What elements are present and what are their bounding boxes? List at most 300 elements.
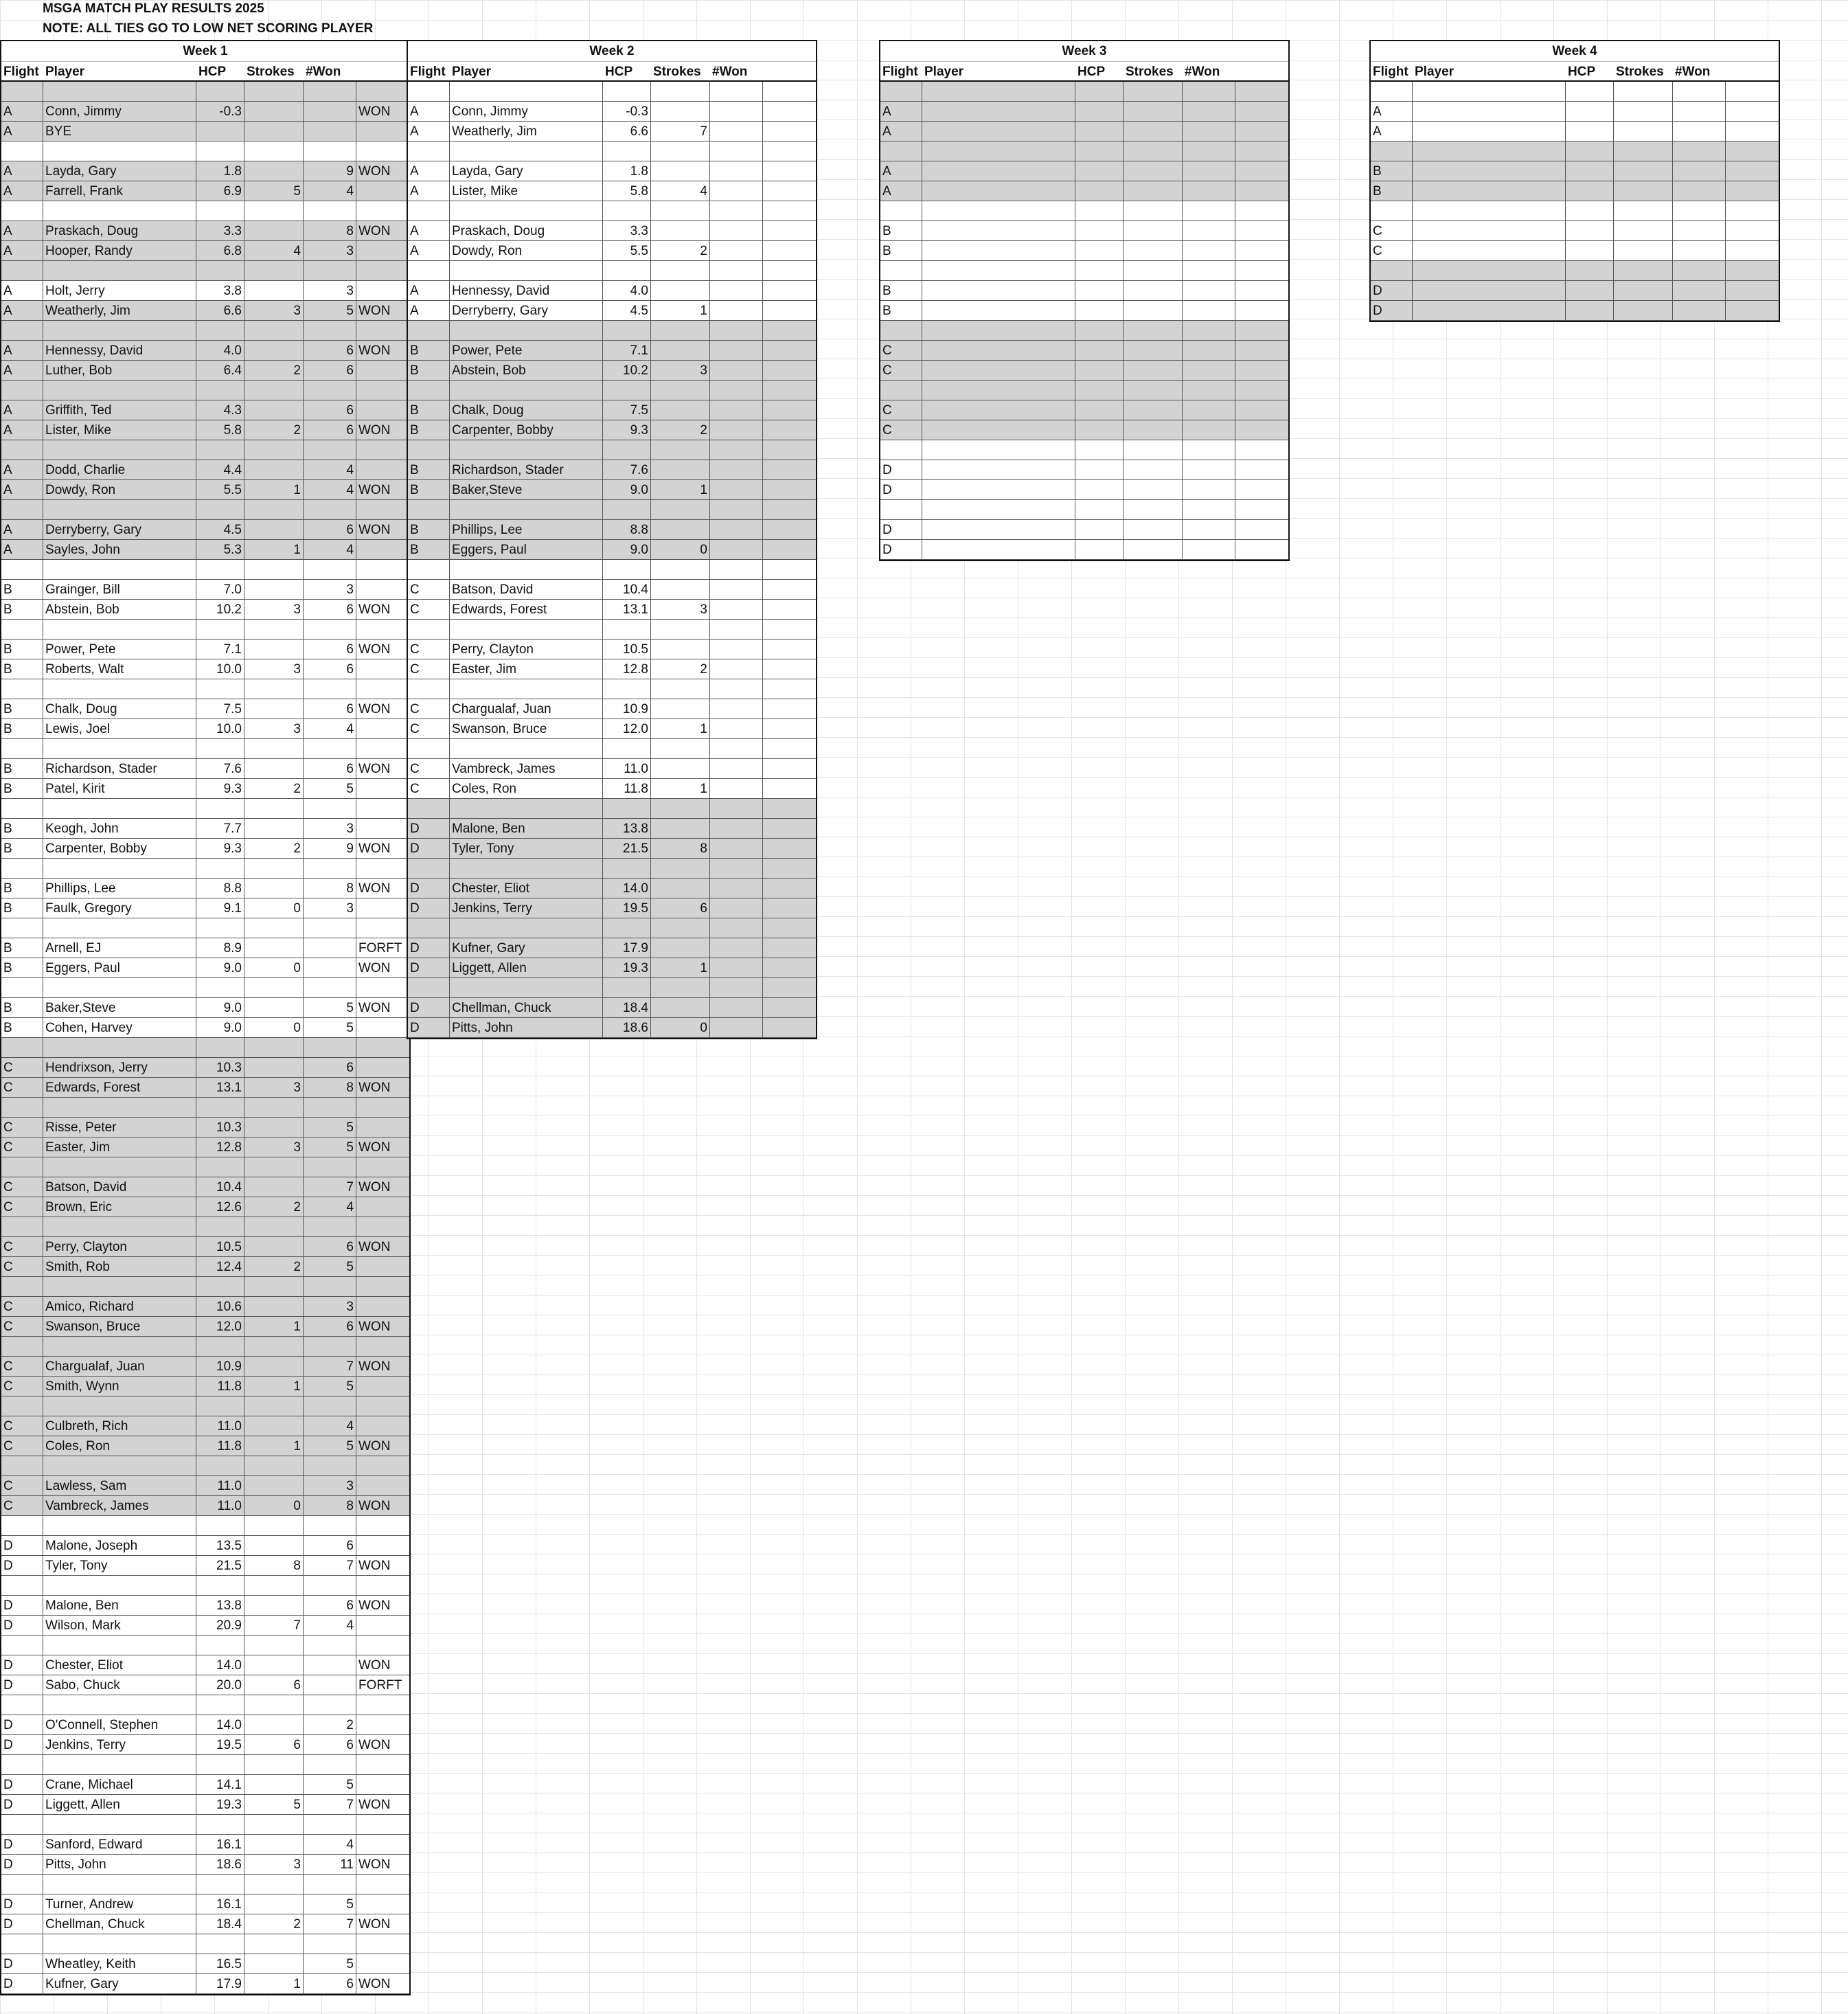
won-count-cell[interactable]: 5 bbox=[304, 1118, 356, 1138]
player-cell[interactable]: Weatherly, Jim bbox=[43, 301, 196, 321]
result-cell[interactable] bbox=[763, 759, 816, 779]
result-cell[interactable]: WON bbox=[356, 1357, 409, 1377]
result-cell[interactable] bbox=[356, 1815, 409, 1835]
hcp-cell[interactable] bbox=[603, 739, 651, 759]
strokes-cell[interactable] bbox=[651, 500, 710, 520]
flight-cell[interactable]: C bbox=[880, 341, 922, 361]
player-cell[interactable]: Amico, Richard bbox=[43, 1297, 196, 1317]
strokes-cell[interactable]: 4 bbox=[244, 241, 304, 261]
flight-cell[interactable] bbox=[1, 918, 43, 938]
flight-cell[interactable]: D bbox=[880, 480, 922, 500]
flight-cell[interactable]: C bbox=[408, 580, 450, 600]
result-cell[interactable] bbox=[763, 898, 816, 918]
hcp-cell[interactable]: 21.5 bbox=[196, 1556, 244, 1576]
won-count-cell[interactable]: 6 bbox=[304, 1974, 356, 1994]
flight-cell[interactable] bbox=[408, 500, 450, 520]
player-cell[interactable] bbox=[43, 440, 196, 460]
result-cell[interactable] bbox=[356, 321, 409, 341]
result-cell[interactable] bbox=[356, 241, 409, 261]
strokes-cell[interactable]: 3 bbox=[651, 361, 710, 381]
result-cell[interactable] bbox=[1235, 241, 1288, 261]
player-cell[interactable] bbox=[922, 102, 1075, 122]
hcp-cell[interactable]: 10.9 bbox=[196, 1357, 244, 1377]
flight-cell[interactable] bbox=[880, 201, 922, 221]
flight-cell[interactable] bbox=[1371, 142, 1413, 161]
flight-cell[interactable] bbox=[1, 978, 43, 998]
hcp-cell[interactable]: 7.6 bbox=[196, 759, 244, 779]
hcp-cell[interactable] bbox=[196, 500, 244, 520]
flight-cell[interactable]: A bbox=[1, 361, 43, 381]
hcp-cell[interactable]: 9.0 bbox=[196, 998, 244, 1018]
result-cell[interactable] bbox=[1235, 480, 1288, 500]
result-cell[interactable] bbox=[1235, 161, 1288, 181]
result-cell[interactable] bbox=[356, 1894, 409, 1914]
won-count-cell[interactable] bbox=[710, 181, 763, 201]
hcp-cell[interactable] bbox=[1075, 440, 1123, 460]
player-cell[interactable]: Patel, Kirit bbox=[43, 779, 196, 799]
won-count-cell[interactable] bbox=[1183, 281, 1235, 301]
strokes-cell[interactable] bbox=[651, 400, 710, 420]
flight-cell[interactable] bbox=[1371, 261, 1413, 281]
strokes-cell[interactable]: 2 bbox=[244, 361, 304, 381]
hcp-cell[interactable] bbox=[1566, 241, 1614, 261]
flight-cell[interactable]: B bbox=[1, 879, 43, 898]
strokes-cell[interactable] bbox=[244, 281, 304, 301]
result-cell[interactable]: WON bbox=[356, 1655, 409, 1675]
strokes-cell[interactable] bbox=[244, 1636, 304, 1655]
strokes-cell[interactable] bbox=[244, 1775, 304, 1795]
strokes-cell[interactable]: 0 bbox=[651, 1018, 710, 1038]
flight-cell[interactable] bbox=[1, 1516, 43, 1536]
player-cell[interactable]: Lewis, Joel bbox=[43, 719, 196, 739]
strokes-cell[interactable] bbox=[244, 620, 304, 640]
player-cell[interactable] bbox=[450, 440, 603, 460]
player-cell[interactable] bbox=[922, 221, 1075, 241]
strokes-cell[interactable] bbox=[1123, 341, 1183, 361]
strokes-cell[interactable]: 5 bbox=[244, 1795, 304, 1815]
hcp-cell[interactable] bbox=[196, 739, 244, 759]
strokes-cell[interactable]: 1 bbox=[244, 1317, 304, 1337]
player-cell[interactable] bbox=[450, 679, 603, 699]
player-cell[interactable]: Conn, Jimmy bbox=[450, 102, 603, 122]
result-cell[interactable] bbox=[1726, 122, 1779, 142]
won-count-cell[interactable] bbox=[304, 1217, 356, 1237]
hcp-cell[interactable]: 5.8 bbox=[196, 420, 244, 440]
flight-cell[interactable] bbox=[1, 82, 43, 102]
player-cell[interactable]: Chester, Eliot bbox=[450, 879, 603, 898]
won-count-cell[interactable] bbox=[1183, 480, 1235, 500]
result-cell[interactable] bbox=[763, 241, 816, 261]
strokes-cell[interactable] bbox=[244, 1098, 304, 1118]
player-cell[interactable]: Phillips, Lee bbox=[43, 879, 196, 898]
strokes-cell[interactable] bbox=[651, 261, 710, 281]
hcp-cell[interactable] bbox=[603, 918, 651, 938]
won-count-cell[interactable]: 4 bbox=[304, 1416, 356, 1436]
result-cell[interactable]: WON bbox=[356, 1795, 409, 1815]
strokes-cell[interactable] bbox=[244, 1695, 304, 1715]
won-count-cell[interactable] bbox=[710, 998, 763, 1018]
player-cell[interactable]: Brown, Eric bbox=[43, 1197, 196, 1217]
flight-cell[interactable] bbox=[880, 142, 922, 161]
result-cell[interactable]: WON bbox=[356, 600, 409, 620]
flight-cell[interactable] bbox=[880, 440, 922, 460]
flight-cell[interactable]: B bbox=[1, 839, 43, 859]
hcp-cell[interactable]: 10.0 bbox=[196, 719, 244, 739]
won-count-cell[interactable] bbox=[304, 1277, 356, 1297]
result-cell[interactable] bbox=[763, 82, 816, 102]
hcp-cell[interactable]: 6.4 bbox=[196, 361, 244, 381]
won-count-cell[interactable] bbox=[710, 679, 763, 699]
strokes-cell[interactable]: 0 bbox=[651, 540, 710, 560]
player-cell[interactable] bbox=[922, 201, 1075, 221]
result-cell[interactable] bbox=[356, 1197, 409, 1217]
result-cell[interactable] bbox=[1726, 82, 1779, 102]
won-count-cell[interactable] bbox=[1183, 161, 1235, 181]
flight-cell[interactable] bbox=[1, 560, 43, 580]
result-cell[interactable] bbox=[1235, 420, 1288, 440]
strokes-cell[interactable] bbox=[651, 102, 710, 122]
hcp-cell[interactable]: 10.6 bbox=[196, 1297, 244, 1317]
won-count-cell[interactable] bbox=[710, 500, 763, 520]
hcp-cell[interactable]: 3.8 bbox=[196, 281, 244, 301]
result-cell[interactable] bbox=[763, 420, 816, 440]
flight-cell[interactable]: D bbox=[408, 938, 450, 958]
player-cell[interactable] bbox=[450, 261, 603, 281]
hcp-cell[interactable] bbox=[196, 142, 244, 161]
strokes-cell[interactable] bbox=[1123, 181, 1183, 201]
flight-cell[interactable]: C bbox=[408, 719, 450, 739]
hcp-cell[interactable]: 13.5 bbox=[196, 1536, 244, 1556]
result-cell[interactable] bbox=[763, 580, 816, 600]
hcp-cell[interactable] bbox=[196, 859, 244, 879]
player-cell[interactable] bbox=[1413, 281, 1566, 301]
flight-cell[interactable]: A bbox=[1, 181, 43, 201]
hcp-cell[interactable]: 18.4 bbox=[603, 998, 651, 1018]
hcp-cell[interactable]: 10.2 bbox=[603, 361, 651, 381]
flight-cell[interactable]: A bbox=[880, 122, 922, 142]
result-cell[interactable] bbox=[763, 938, 816, 958]
flight-cell[interactable]: A bbox=[1, 301, 43, 321]
hcp-cell[interactable]: 7.1 bbox=[196, 640, 244, 659]
hcp-cell[interactable]: 18.6 bbox=[196, 1855, 244, 1875]
result-cell[interactable] bbox=[1235, 400, 1288, 420]
result-cell[interactable] bbox=[763, 400, 816, 420]
strokes-cell[interactable] bbox=[244, 938, 304, 958]
flight-cell[interactable] bbox=[880, 381, 922, 400]
hcp-cell[interactable] bbox=[603, 500, 651, 520]
player-cell[interactable] bbox=[43, 142, 196, 161]
result-cell[interactable]: WON bbox=[356, 161, 409, 181]
flight-cell[interactable]: A bbox=[1371, 122, 1413, 142]
hcp-cell[interactable] bbox=[196, 1875, 244, 1894]
player-cell[interactable] bbox=[43, 1337, 196, 1357]
hcp-cell[interactable]: 5.5 bbox=[196, 480, 244, 500]
flight-cell[interactable]: A bbox=[1, 520, 43, 540]
hcp-cell[interactable] bbox=[1075, 201, 1123, 221]
player-cell[interactable] bbox=[1413, 82, 1566, 102]
hcp-cell[interactable]: 7.5 bbox=[603, 400, 651, 420]
flight-cell[interactable]: A bbox=[1371, 102, 1413, 122]
player-cell[interactable]: Malone, Joseph bbox=[43, 1536, 196, 1556]
result-cell[interactable]: WON bbox=[356, 1436, 409, 1456]
won-count-cell[interactable] bbox=[1673, 181, 1726, 201]
won-count-cell[interactable] bbox=[710, 102, 763, 122]
hcp-cell[interactable] bbox=[196, 1576, 244, 1596]
player-cell[interactable] bbox=[1413, 221, 1566, 241]
won-count-cell[interactable]: 7 bbox=[304, 1795, 356, 1815]
player-cell[interactable]: Hendrixson, Jerry bbox=[43, 1058, 196, 1078]
won-count-cell[interactable] bbox=[710, 978, 763, 998]
strokes-cell[interactable] bbox=[1614, 241, 1673, 261]
flight-cell[interactable]: B bbox=[1, 640, 43, 659]
strokes-cell[interactable] bbox=[244, 1277, 304, 1297]
player-cell[interactable] bbox=[450, 500, 603, 520]
hcp-cell[interactable]: 8.8 bbox=[603, 520, 651, 540]
strokes-cell[interactable]: 2 bbox=[244, 420, 304, 440]
flight-cell[interactable] bbox=[1, 1456, 43, 1476]
hcp-cell[interactable]: 14.0 bbox=[196, 1715, 244, 1735]
hcp-cell[interactable]: 9.0 bbox=[196, 1018, 244, 1038]
strokes-cell[interactable] bbox=[244, 1815, 304, 1835]
strokes-cell[interactable] bbox=[1123, 161, 1183, 181]
result-cell[interactable] bbox=[356, 1377, 409, 1396]
hcp-cell[interactable] bbox=[196, 620, 244, 640]
player-cell[interactable] bbox=[450, 560, 603, 580]
hcp-cell[interactable] bbox=[196, 1516, 244, 1536]
player-cell[interactable] bbox=[43, 500, 196, 520]
won-count-cell[interactable] bbox=[710, 799, 763, 819]
hcp-cell[interactable]: 10.3 bbox=[196, 1118, 244, 1138]
player-cell[interactable]: Wilson, Mark bbox=[43, 1616, 196, 1636]
hcp-cell[interactable]: 7.6 bbox=[603, 460, 651, 480]
hcp-cell[interactable] bbox=[196, 440, 244, 460]
result-cell[interactable] bbox=[1235, 500, 1288, 520]
result-cell[interactable] bbox=[356, 500, 409, 520]
player-cell[interactable] bbox=[43, 799, 196, 819]
result-cell[interactable] bbox=[1235, 381, 1288, 400]
player-cell[interactable] bbox=[922, 361, 1075, 381]
flight-cell[interactable] bbox=[1, 1277, 43, 1297]
strokes-cell[interactable] bbox=[651, 142, 710, 161]
result-cell[interactable] bbox=[763, 600, 816, 620]
hcp-cell[interactable] bbox=[603, 142, 651, 161]
result-cell[interactable]: WON bbox=[356, 699, 409, 719]
won-count-cell[interactable]: 6 bbox=[304, 600, 356, 620]
result-cell[interactable] bbox=[356, 819, 409, 839]
strokes-cell[interactable] bbox=[244, 1875, 304, 1894]
hcp-cell[interactable]: 20.0 bbox=[196, 1675, 244, 1695]
won-count-cell[interactable]: 5 bbox=[304, 1138, 356, 1157]
hcp-cell[interactable]: 11.0 bbox=[196, 1416, 244, 1436]
won-count-cell[interactable] bbox=[304, 1934, 356, 1954]
flight-cell[interactable] bbox=[408, 381, 450, 400]
hcp-cell[interactable] bbox=[603, 82, 651, 102]
won-count-cell[interactable]: 4 bbox=[304, 480, 356, 500]
flight-cell[interactable] bbox=[408, 82, 450, 102]
flight-cell[interactable] bbox=[1, 381, 43, 400]
player-cell[interactable]: Edwards, Forest bbox=[43, 1078, 196, 1098]
result-cell[interactable] bbox=[356, 122, 409, 142]
player-cell[interactable] bbox=[43, 679, 196, 699]
player-cell[interactable]: Holt, Jerry bbox=[43, 281, 196, 301]
flight-cell[interactable]: C bbox=[1371, 221, 1413, 241]
flight-cell[interactable]: C bbox=[1, 1297, 43, 1317]
flight-cell[interactable]: B bbox=[408, 400, 450, 420]
won-count-cell[interactable]: 5 bbox=[304, 1894, 356, 1914]
result-cell[interactable] bbox=[763, 381, 816, 400]
won-count-cell[interactable] bbox=[304, 1875, 356, 1894]
result-cell[interactable] bbox=[356, 1257, 409, 1277]
player-cell[interactable] bbox=[1413, 201, 1566, 221]
hcp-cell[interactable] bbox=[1075, 82, 1123, 102]
won-count-cell[interactable]: 7 bbox=[304, 1914, 356, 1934]
result-cell[interactable] bbox=[356, 1576, 409, 1596]
player-cell[interactable] bbox=[1413, 102, 1566, 122]
flight-cell[interactable]: A bbox=[1, 400, 43, 420]
player-cell[interactable] bbox=[922, 181, 1075, 201]
result-cell[interactable] bbox=[763, 978, 816, 998]
won-count-cell[interactable]: 6 bbox=[304, 361, 356, 381]
won-count-cell[interactable] bbox=[1673, 281, 1726, 301]
won-count-cell[interactable] bbox=[1183, 321, 1235, 341]
result-cell[interactable] bbox=[763, 699, 816, 719]
won-count-cell[interactable] bbox=[710, 580, 763, 600]
hcp-cell[interactable] bbox=[1075, 281, 1123, 301]
flight-cell[interactable]: D bbox=[1, 1974, 43, 1994]
result-cell[interactable] bbox=[356, 799, 409, 819]
flight-cell[interactable] bbox=[1, 500, 43, 520]
result-cell[interactable] bbox=[1235, 102, 1288, 122]
flight-cell[interactable] bbox=[1371, 82, 1413, 102]
hcp-cell[interactable] bbox=[196, 679, 244, 699]
flight-cell[interactable] bbox=[408, 560, 450, 580]
flight-cell[interactable] bbox=[1, 620, 43, 640]
player-cell[interactable] bbox=[922, 241, 1075, 261]
hcp-cell[interactable]: 12.6 bbox=[196, 1197, 244, 1217]
won-count-cell[interactable] bbox=[710, 321, 763, 341]
hcp-cell[interactable]: 5.8 bbox=[603, 181, 651, 201]
strokes-cell[interactable]: 3 bbox=[244, 1078, 304, 1098]
flight-cell[interactable]: D bbox=[408, 819, 450, 839]
result-cell[interactable]: WON bbox=[356, 879, 409, 898]
flight-cell[interactable]: B bbox=[408, 480, 450, 500]
hcp-cell[interactable]: 7.0 bbox=[196, 580, 244, 600]
hcp-cell[interactable] bbox=[196, 122, 244, 142]
player-cell[interactable]: Vambreck, James bbox=[450, 759, 603, 779]
hcp-cell[interactable] bbox=[1075, 102, 1123, 122]
won-count-cell[interactable] bbox=[1183, 261, 1235, 281]
won-count-cell[interactable]: 9 bbox=[304, 839, 356, 859]
player-cell[interactable] bbox=[450, 82, 603, 102]
flight-cell[interactable] bbox=[1, 1217, 43, 1237]
flight-cell[interactable]: D bbox=[880, 520, 922, 540]
hcp-cell[interactable] bbox=[196, 261, 244, 281]
flight-cell[interactable]: C bbox=[1371, 241, 1413, 261]
flight-cell[interactable]: B bbox=[1, 759, 43, 779]
strokes-cell[interactable] bbox=[651, 918, 710, 938]
player-cell[interactable]: Abstein, Bob bbox=[43, 600, 196, 620]
player-cell[interactable]: Lister, Mike bbox=[43, 420, 196, 440]
result-cell[interactable] bbox=[356, 1297, 409, 1317]
hcp-cell[interactable] bbox=[196, 1277, 244, 1297]
won-count-cell[interactable] bbox=[304, 102, 356, 122]
hcp-cell[interactable] bbox=[1075, 221, 1123, 241]
player-cell[interactable]: Farrell, Frank bbox=[43, 181, 196, 201]
strokes-cell[interactable] bbox=[1614, 161, 1673, 181]
won-count-cell[interactable] bbox=[304, 1516, 356, 1536]
hcp-cell[interactable]: 9.0 bbox=[603, 540, 651, 560]
hcp-cell[interactable]: 7.1 bbox=[603, 341, 651, 361]
won-count-cell[interactable] bbox=[710, 699, 763, 719]
strokes-cell[interactable] bbox=[651, 640, 710, 659]
strokes-cell[interactable] bbox=[244, 500, 304, 520]
won-count-cell[interactable] bbox=[1673, 142, 1726, 161]
result-cell[interactable] bbox=[356, 440, 409, 460]
result-cell[interactable] bbox=[1235, 460, 1288, 480]
strokes-cell[interactable] bbox=[244, 221, 304, 241]
strokes-cell[interactable] bbox=[244, 1516, 304, 1536]
hcp-cell[interactable] bbox=[196, 1337, 244, 1357]
result-cell[interactable] bbox=[1235, 341, 1288, 361]
hcp-cell[interactable] bbox=[603, 620, 651, 640]
flight-cell[interactable] bbox=[1, 1337, 43, 1357]
flight-cell[interactable]: D bbox=[408, 958, 450, 978]
hcp-cell[interactable]: 13.8 bbox=[603, 819, 651, 839]
strokes-cell[interactable] bbox=[244, 122, 304, 142]
hcp-cell[interactable] bbox=[1566, 82, 1614, 102]
won-count-cell[interactable] bbox=[710, 122, 763, 142]
strokes-cell[interactable] bbox=[651, 341, 710, 361]
result-cell[interactable] bbox=[356, 1835, 409, 1855]
result-cell[interactable] bbox=[763, 122, 816, 142]
player-cell[interactable]: Easter, Jim bbox=[43, 1138, 196, 1157]
won-count-cell[interactable] bbox=[1673, 122, 1726, 142]
hcp-cell[interactable]: 18.6 bbox=[603, 1018, 651, 1038]
result-cell[interactable]: WON bbox=[356, 480, 409, 500]
player-cell[interactable] bbox=[43, 1098, 196, 1118]
flight-cell[interactable] bbox=[1, 1934, 43, 1954]
flight-cell[interactable] bbox=[1, 679, 43, 699]
won-count-cell[interactable] bbox=[710, 958, 763, 978]
hcp-cell[interactable]: 11.0 bbox=[603, 759, 651, 779]
result-cell[interactable] bbox=[356, 460, 409, 480]
strokes-cell[interactable]: 7 bbox=[244, 1616, 304, 1636]
player-cell[interactable]: Coles, Ron bbox=[450, 779, 603, 799]
won-count-cell[interactable] bbox=[710, 381, 763, 400]
flight-cell[interactable] bbox=[1, 1576, 43, 1596]
player-cell[interactable]: Pitts, John bbox=[450, 1018, 603, 1038]
player-cell[interactable] bbox=[43, 1815, 196, 1835]
won-count-cell[interactable] bbox=[710, 420, 763, 440]
won-count-cell[interactable]: 6 bbox=[304, 759, 356, 779]
strokes-cell[interactable] bbox=[651, 381, 710, 400]
strokes-cell[interactable] bbox=[244, 1655, 304, 1675]
hcp-cell[interactable] bbox=[196, 1695, 244, 1715]
strokes-cell[interactable] bbox=[244, 201, 304, 221]
won-count-cell[interactable] bbox=[1183, 381, 1235, 400]
flight-cell[interactable]: C bbox=[1, 1257, 43, 1277]
strokes-cell[interactable]: 1 bbox=[651, 301, 710, 321]
flight-cell[interactable] bbox=[1, 1755, 43, 1775]
result-cell[interactable]: WON bbox=[356, 301, 409, 321]
strokes-cell[interactable] bbox=[244, 859, 304, 879]
strokes-cell[interactable]: 2 bbox=[651, 659, 710, 679]
result-cell[interactable] bbox=[763, 640, 816, 659]
strokes-cell[interactable] bbox=[1123, 520, 1183, 540]
hcp-cell[interactable]: 14.0 bbox=[196, 1655, 244, 1675]
result-cell[interactable] bbox=[1235, 201, 1288, 221]
result-cell[interactable] bbox=[1235, 520, 1288, 540]
